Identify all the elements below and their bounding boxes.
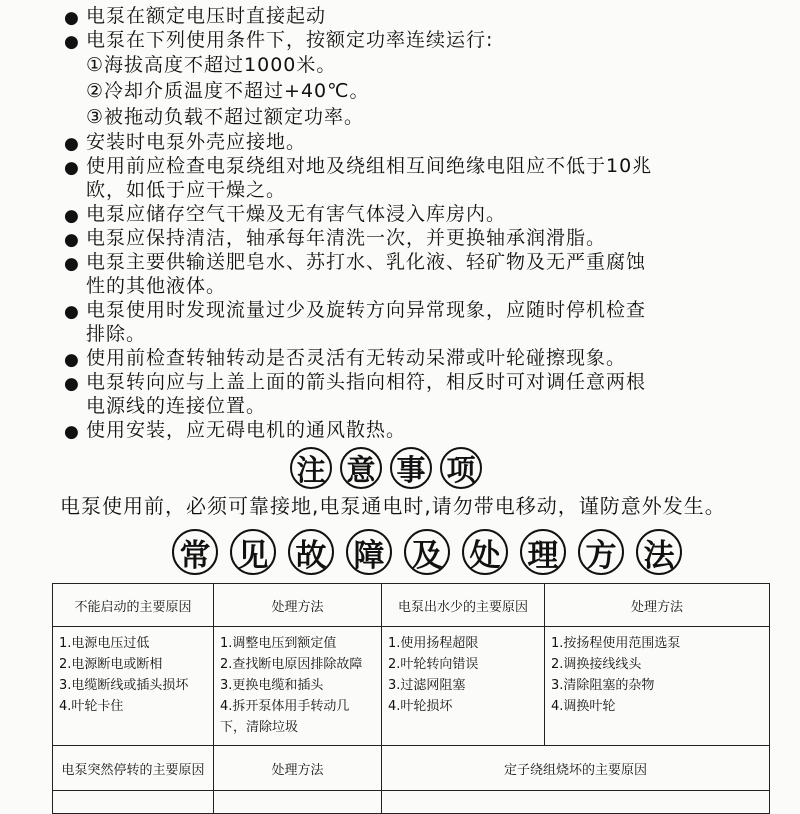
circled-character: 注: [290, 447, 332, 489]
fault-table-1: [52, 583, 770, 746]
note-text: 使用前应检查电泵绕组对地及绕组相互间绝缘电阻应不低于10兆: [86, 155, 653, 177]
table2-empty-cell: [214, 791, 382, 814]
note-item: [64, 250, 764, 298]
table-cell-line: 3.清除阻塞的杂物: [551, 678, 655, 693]
table2-header-winding-burn: 定子绕组烧坏的主要原因: [382, 746, 770, 791]
note-item: [64, 154, 764, 202]
note-text: 电泵主要供输送肥皂水、苏打水、乳化液、轻矿物及无严重腐蚀: [86, 251, 647, 273]
bullet-icon: ●: [64, 422, 80, 442]
table1-header-method-1: 处理方法: [214, 584, 382, 627]
circled-character: 见: [230, 529, 276, 575]
table-cell-line: 2.调换接线线头: [551, 657, 642, 672]
table-cell-line: 4.叶轮卡住: [59, 699, 124, 714]
circled-character: 项: [440, 447, 482, 489]
table-cell-line: 1.使用扬程超限: [388, 636, 479, 651]
table-cell-line: 4.拆开泵体用手转动几: [220, 699, 350, 714]
table1-cell-methods-1: [214, 627, 382, 746]
bullet-icon: ●: [64, 158, 80, 178]
table-cell-line: 4.调换叶轮: [551, 699, 616, 714]
note-item: [64, 28, 764, 52]
table-cell-line: 2.查找断电原因排除故障: [220, 657, 363, 672]
bullet-icon: ●: [64, 254, 80, 274]
note-subitem: ②冷却介质温度不超过+40℃。: [86, 80, 370, 102]
note-item: [64, 370, 764, 418]
table1-cell-methods-2: [545, 627, 770, 746]
table-cell-line: 下，清除垃圾: [220, 720, 299, 735]
note-subitem: ①海拔高度不超过1000米。: [86, 54, 337, 76]
bullet-icon: ●: [64, 350, 80, 370]
usage-notes: [64, 4, 764, 442]
bullet-icon: ●: [64, 206, 80, 226]
table1-header-method-2: 处理方法: [545, 584, 770, 627]
circled-character: 障: [346, 529, 392, 575]
table1-cell-causes-no-start: [53, 627, 214, 746]
table-cell-line: 2.叶轮转向错误: [388, 657, 479, 672]
note-text-continued: 电源线的连接位置。: [86, 395, 267, 417]
circled-character: 法: [636, 529, 682, 575]
fault-table-2: [52, 745, 770, 814]
note-text: 电泵转向应与上盖上面的箭头指向相符，相反时可对调任意两根: [86, 371, 647, 393]
note-item: [64, 418, 764, 442]
note-item: [64, 226, 764, 250]
note-item: [64, 346, 764, 370]
table-cell-line: 1.电源电压过低: [59, 636, 150, 651]
note-item: [64, 4, 764, 28]
circled-character: 处: [462, 529, 508, 575]
bullet-icon: ●: [64, 374, 80, 394]
table2-header-sudden-stop: 电泵突然停转的主要原因: [53, 746, 214, 791]
circled-character: 理: [520, 529, 566, 575]
note-text: 电泵使用时发现流量过少及旋转方向异常现象，应随时停机检查: [86, 299, 647, 321]
table2-empty-cell: [53, 791, 214, 814]
note-item: [64, 202, 764, 226]
table1-header-no-start: 不能启动的主要原因: [53, 584, 214, 627]
bullet-icon: ●: [64, 32, 80, 52]
note-text: 使用前检查转轴转动是否灵活有无转动呆滞或叶轮碰擦现象。: [86, 347, 627, 369]
notice-title: [290, 447, 482, 489]
table-cell-line: 2.电源断电或断相: [59, 657, 163, 672]
faults-title: [172, 529, 682, 575]
note-text: 使用安装，应无碍电机的通风散热。: [86, 419, 407, 441]
circled-character: 方: [578, 529, 624, 575]
circled-character: 故: [288, 529, 334, 575]
note-text: 安装时电泵外壳应接地。: [86, 131, 307, 153]
table-cell-line: 3.电缆断线或插头损坏: [59, 678, 189, 693]
bullet-icon: ●: [64, 8, 80, 28]
note-text: 电泵应保持清洁，轴承每年清洗一次，并更换轴承润滑脂。: [86, 227, 607, 249]
warning-text: 电泵使用前，必须可靠接地,电泵通电时,请勿带电移动，谨防意外发生。: [60, 494, 726, 518]
bullet-icon: ●: [64, 230, 80, 250]
note-subitem: ③被拖动负载不超过额定功率。: [86, 106, 365, 128]
note-text: 电泵在下列使用条件下，按额定功率连续运行:: [86, 29, 494, 51]
table-cell-line: 1.调整电压到额定值: [220, 636, 337, 651]
table-cell-line: 4.叶轮损坏: [388, 699, 453, 714]
bullet-icon: ●: [64, 302, 80, 322]
note-item: [64, 130, 764, 154]
note-text-continued: 排除。: [86, 323, 147, 345]
table-cell-line: 3.过滤网阻塞: [388, 678, 466, 693]
bullet-icon: ●: [64, 134, 80, 154]
table2-header-method: 处理方法: [214, 746, 382, 791]
circled-character: 意: [340, 447, 382, 489]
table-cell-line: 1.按扬程使用范围选泵: [551, 636, 681, 651]
table2-empty-cell: [382, 791, 770, 814]
note-text: 电泵在额定电压时直接起动: [86, 5, 327, 27]
circled-character: 常: [172, 529, 218, 575]
note-text-continued: 性的其他液体。: [86, 275, 227, 297]
table1-cell-causes-low-output: [382, 627, 545, 746]
note-text: 电泵应储存空气干燥及无有害气体浸入库房内。: [86, 203, 507, 225]
note-item: [64, 298, 764, 346]
circled-character: 及: [404, 529, 450, 575]
circled-character: 事: [390, 447, 432, 489]
table-cell-line: 3.更换电缆和插头: [220, 678, 324, 693]
note-text-continued: 欧，如低于应干燥之。: [86, 179, 287, 201]
table1-header-low-output: 电泵出水少的主要原因: [382, 584, 545, 627]
